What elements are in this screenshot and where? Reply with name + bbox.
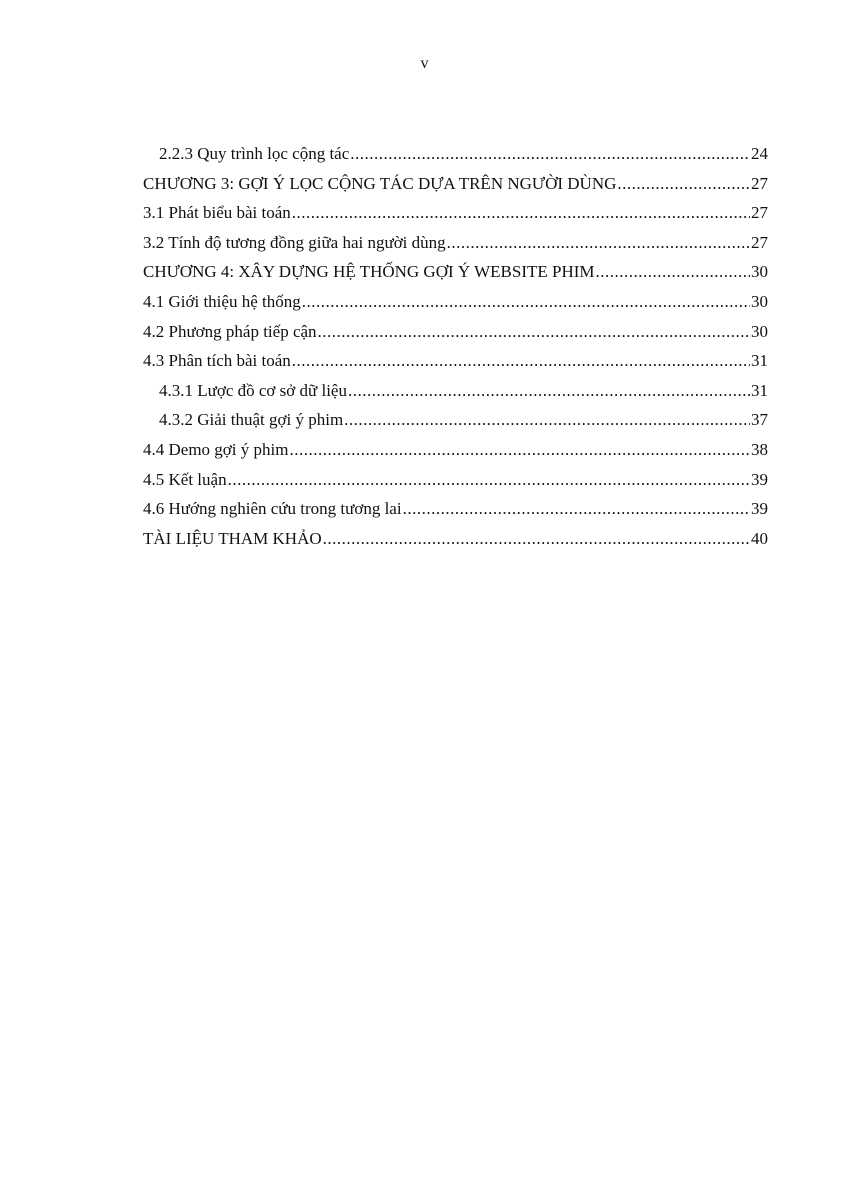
toc-entry-page: 27: [751, 173, 768, 193]
toc-entry-title: 4.3.2 Giải thuật gợi ý phim: [159, 410, 344, 430]
toc-entry-title: 4.3.1 Lược đồ cơ sở dữ liệu: [159, 380, 347, 400]
toc-dot-leader: [403, 498, 750, 520]
toc-entry-title: 3.2 Tính độ tương đồng giữa hai người dùng: [143, 232, 446, 252]
toc-entry[interactable]: [143, 350, 768, 380]
toc-entry-page: 27: [751, 232, 768, 252]
toc-entry[interactable]: [143, 143, 768, 173]
toc-entry-page: 31: [751, 380, 768, 400]
toc-dot-leader: [289, 439, 750, 461]
toc-entry-page: 30: [751, 321, 768, 341]
toc-entry[interactable]: [143, 173, 768, 203]
toc-entry-page: 40: [751, 528, 768, 548]
toc-entry-page: 39: [751, 469, 768, 489]
toc-entry-title: 4.3 Phân tích bài toán: [143, 351, 291, 371]
toc-entry[interactable]: [143, 409, 768, 439]
toc-dot-leader: [348, 380, 750, 402]
toc-entry-page: 38: [751, 439, 768, 459]
page-number: v: [420, 55, 429, 72]
toc-dot-leader: [596, 261, 750, 283]
toc-entry[interactable]: [143, 321, 768, 351]
toc-dot-leader: [350, 143, 750, 165]
toc-dot-leader: [344, 409, 750, 431]
toc-entry-page: 31: [751, 351, 768, 371]
toc-dot-leader: [292, 350, 750, 372]
toc-dot-leader: [323, 528, 750, 550]
toc-entry-title: CHƯƠNG 3: GỢI Ý LỌC CỘNG TÁC DỰA TRÊN NGƯỜI DÙNG: [143, 173, 617, 193]
toc-dot-leader: [318, 321, 750, 343]
toc-entry-title: 2.2.3 Quy trình lọc cộng tác: [159, 144, 350, 163]
toc-entry-page: 30: [751, 262, 768, 282]
toc-dot-leader: [617, 173, 750, 195]
toc-entry[interactable]: [143, 261, 768, 291]
toc-entry-page: 24: [751, 144, 768, 163]
toc-entry[interactable]: [143, 232, 768, 262]
toc-entry-page: 30: [751, 291, 768, 311]
toc-entry[interactable]: [143, 469, 768, 499]
toc-entry-title: 4.2 Phương pháp tiếp cận: [143, 321, 317, 341]
toc-entry-title: 3.1 Phát biểu bài toán: [143, 203, 291, 223]
toc-entry-page: 39: [751, 499, 768, 519]
toc-entry[interactable]: [143, 380, 768, 410]
toc-entry-title: 4.4 Demo gợi ý phim: [143, 439, 289, 459]
toc-entry-title: 4.6 Hướng nghiên cứu trong tương lai: [143, 499, 402, 519]
toc-entry-title: 4.1 Giới thiệu hệ thống: [143, 291, 301, 311]
toc-entry[interactable]: [143, 439, 768, 469]
toc-dot-leader: [228, 469, 750, 491]
toc-dot-leader: [447, 232, 750, 254]
toc-entry[interactable]: [143, 202, 768, 232]
toc-entry-title: 4.5 Kết luận: [143, 469, 227, 489]
toc-entry-title: CHƯƠNG 4: XÂY DỰNG HỆ THỐNG GỢI Ý WEBSITE PHIM: [143, 262, 595, 282]
toc-dot-leader: [302, 291, 750, 313]
toc-entry[interactable]: [143, 528, 768, 558]
toc-entry-page: 27: [751, 203, 768, 223]
table-of-contents: [143, 143, 768, 557]
toc-entry-page: 37: [751, 410, 768, 430]
toc-dot-leader: [292, 202, 750, 224]
toc-entry[interactable]: [143, 291, 768, 321]
toc-entry-title: TÀI LIỆU THAM KHẢO: [143, 528, 322, 548]
toc-entry[interactable]: [143, 498, 768, 528]
